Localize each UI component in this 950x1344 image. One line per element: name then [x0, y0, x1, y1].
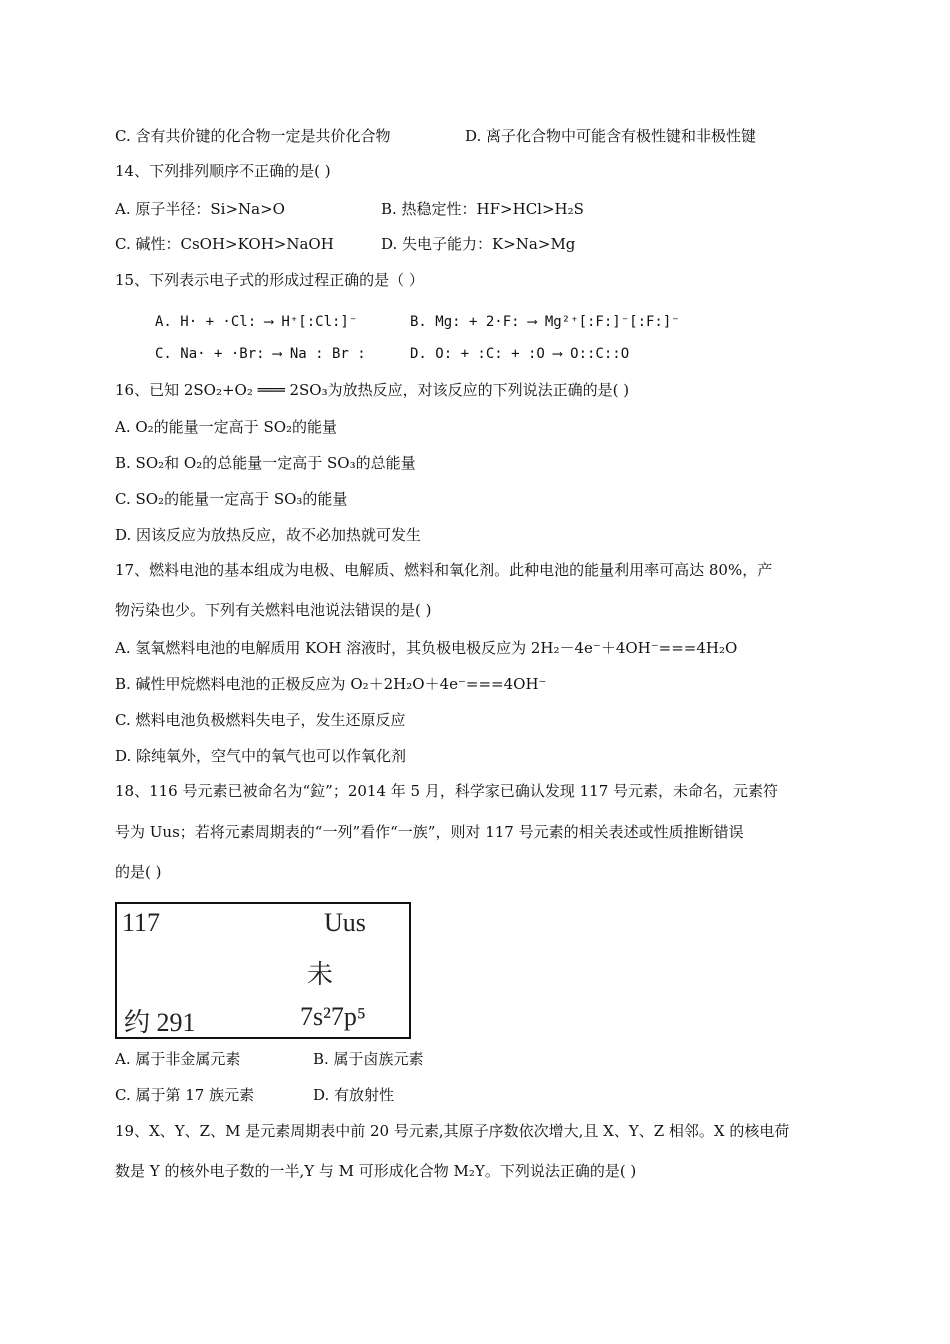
q18-option-c: C. 属于第 17 族元素 [115, 1086, 255, 1104]
q17-stem-line1: 17、燃料电池的基本组成为电极、电解质、燃料和氧化剂。此种电池的能量利用率可高达 80%，产 [115, 561, 773, 579]
q17-stem-line2: 物污染也少。下列有关燃料电池说法错误的是( ) [115, 601, 432, 619]
q18-option-a: A. 属于非金属元素 [115, 1050, 241, 1068]
q16-option-b: B. SO₂和 O₂的总能量一定高于 SO₃的总能量 [115, 454, 416, 472]
q14-option-c: C. 碱性：CsOH>KOH>NaOH [115, 235, 334, 253]
q14-stem: 14、下列排列顺序不正确的是( ) [115, 162, 331, 180]
q14-option-a: A. 原子半径：Si>Na>O [115, 200, 285, 218]
q15-option-d: D. O: + :C: + :O ⟶ O::C::O [410, 346, 630, 362]
q16-option-d: D. 因该反应为放热反应，故不必加热就可发生 [115, 526, 422, 544]
q14-option-b: B. 热稳定性：HF>HCl>H₂S [381, 200, 584, 218]
q18-stem-line3: 的是( ) [115, 863, 162, 881]
q18-option-b: B. 属于卤族元素 [313, 1050, 424, 1068]
q18-stem-line2: 号为 Uus；若将元素周期表的“一列”看作“一族”，则对 117 号元素的相关表述或性质推断错误 [115, 823, 744, 841]
element-symbol: Uus [324, 908, 366, 937]
q15-option-b: B. Mg: + 2·F: ⟶ Mg²⁺[:F:]⁻[:F:]⁻ [410, 314, 680, 330]
q15-option-a: A. H· + ·Cl: ⟶ H⁺[:Cl:]⁻ [155, 314, 358, 330]
q16-stem: 16、已知 2SO₂+O₂ ═══ 2SO₃为放热反应，对该反应的下列说法正确的是( ) [115, 381, 630, 399]
q19-stem-line2: 数是 Y 的核外电子数的一半,Y 与 M 可形成化合物 M₂Y。下列说法正确的是( ) [115, 1162, 637, 1180]
q13-option-c: C. 含有共价键的化合物一定是共价化合物 [115, 127, 391, 145]
q17-option-c: C. 燃料电池负极燃料失电子，发生还原反应 [115, 711, 406, 729]
element-card [115, 902, 411, 1039]
element-name: 未 [307, 960, 334, 989]
q16-option-c: C. SO₂的能量一定高于 SO₃的能量 [115, 490, 348, 508]
q14-option-d: D. 失电子能力：K>Na>Mg [381, 235, 576, 253]
q19-stem-line1: 19、X、Y、Z、M 是元素周期表中前 20 号元素,其原子序数依次增大,且 X、Y、Z 相邻。X 的核电荷 [115, 1122, 790, 1140]
q15-stem: 15、下列表示电子式的形成过程正确的是（ ） [115, 271, 424, 289]
q13-option-d: D. 离子化合物中可能含有极性键和非极性键 [465, 127, 757, 145]
q16-option-a: A. O₂的能量一定高于 SO₂的能量 [115, 418, 338, 436]
element-number: 117 [122, 908, 161, 937]
element-config: 7s²7p⁵ [300, 1002, 366, 1031]
element-mass: 约 291 [124, 1008, 196, 1037]
q15-option-c: C. Na· + ·Br: ⟶ Na : Br : [155, 346, 366, 362]
q18-stem-line1: 18、116 号元素已被命名为“鉝”；2014 年 5 月，科学家已确认发现 117 号元素，未命名，元素符 [115, 782, 779, 800]
q17-option-a: A. 氢氧燃料电池的电解质用 KOH 溶液时，其负极电极反应为 2H₂－4e⁻＋4OH⁻===4H₂O [115, 639, 738, 657]
q17-option-d: D. 除纯氧外，空气中的氧气也可以作氧化剂 [115, 747, 407, 765]
q18-option-d: D. 有放射性 [313, 1086, 395, 1104]
q17-option-b: B. 碱性甲烷燃料电池的正极反应为 O₂＋2H₂O＋4e⁻===4OH⁻ [115, 675, 547, 693]
